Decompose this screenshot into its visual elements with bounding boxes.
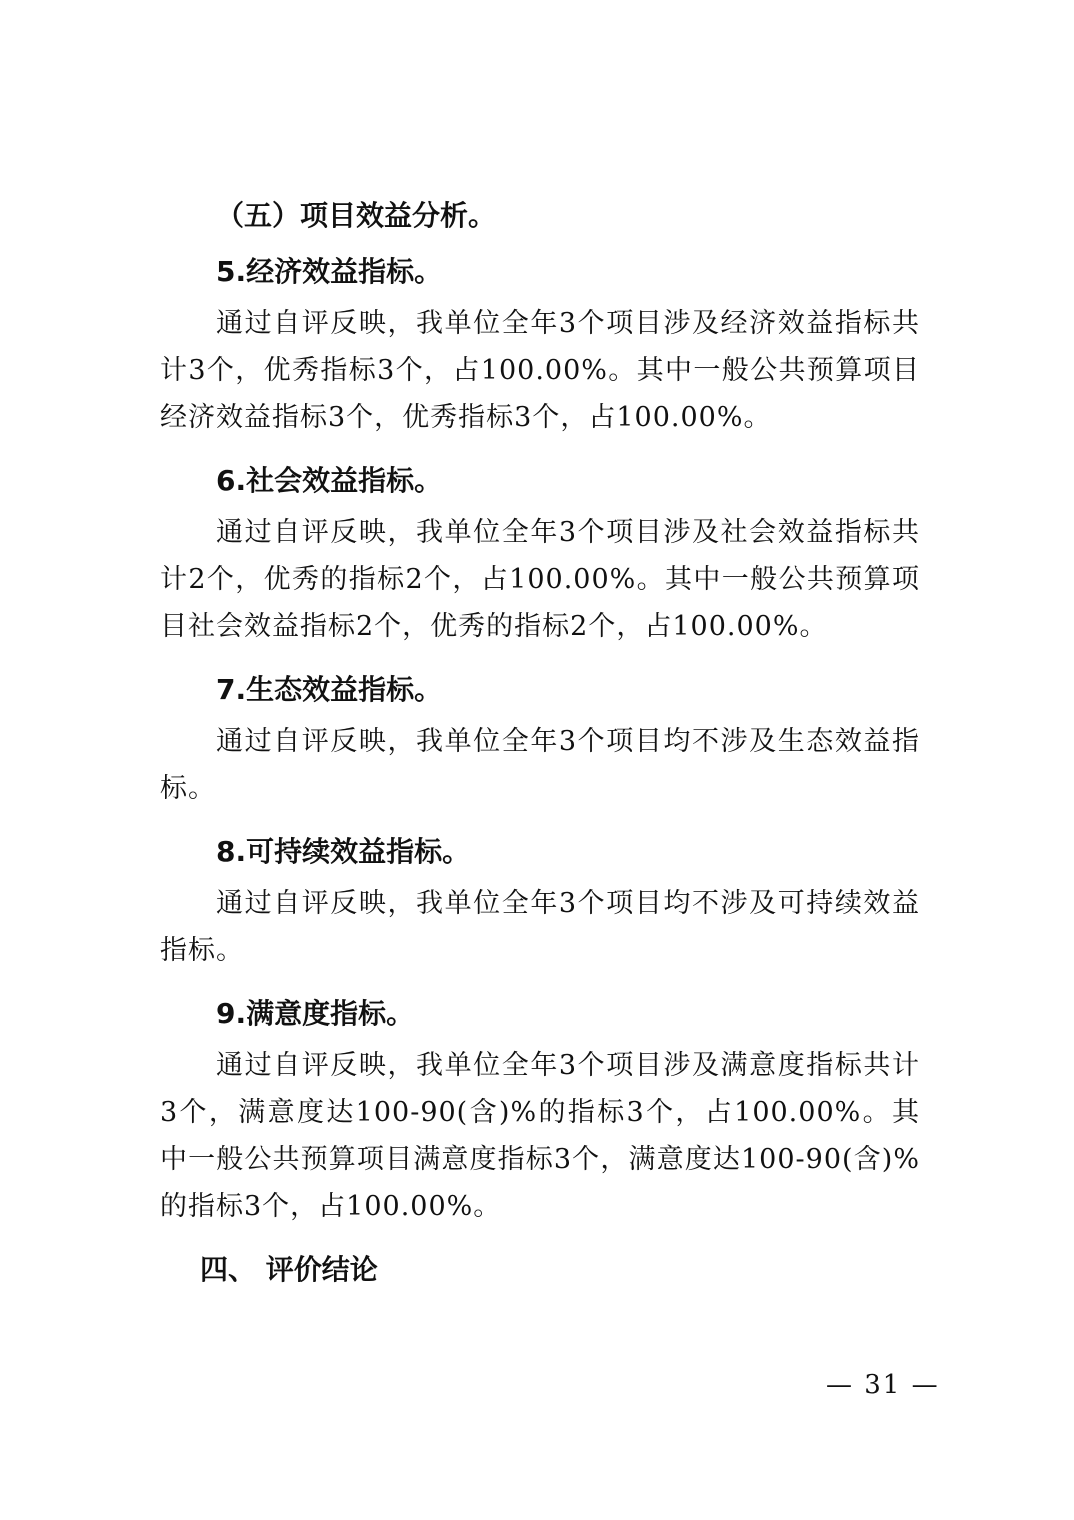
paragraph-economic-benefit: 通过自评反映，我单位全年3个项目涉及经济效益指标共计3个，优秀指标3个，占100.00%。其中一般公共预算项目经济效益指标3个，优秀指标3个，占100.00%。 bbox=[160, 308, 920, 433]
document-page bbox=[160, 188, 920, 1298]
heading-satisfaction: 9.满意度指标。 bbox=[216, 997, 415, 1030]
heading-economic-benefit: 5.经济效益指标。 bbox=[216, 255, 443, 288]
section-heading-benefit-analysis: （五）项目效益分析。 bbox=[216, 199, 497, 232]
paragraph-sustainable-benefit: 通过自评反映，我单位全年3个项目均不涉及可持续效益指标。 bbox=[160, 888, 920, 966]
section-heading-evaluation-conclusion: 四、 评价结论 bbox=[200, 1253, 378, 1286]
paragraph-ecological-benefit: 通过自评反映，我单位全年3个项目均不涉及生态效益指标。 bbox=[160, 726, 920, 804]
paragraph-social-benefit: 通过自评反映，我单位全年3个项目涉及社会效益指标共计2个，优秀的指标2个，占100.00%。其中一般公共预算项目社会效益指标2个，优秀的指标2个，占100.00%。 bbox=[160, 517, 920, 642]
heading-social-benefit: 6.社会效益指标。 bbox=[216, 464, 443, 497]
paragraph-satisfaction: 通过自评反映，我单位全年3个项目涉及满意度指标共计3个，满意度达100-90(含)%的指标3个，占100.00%。其中一般公共预算项目满意度指标3个，满意度达100-90(含)%的指标3个，占100.00%。 bbox=[160, 1050, 920, 1222]
heading-sustainable-benefit: 8.可持续效益指标。 bbox=[216, 835, 471, 868]
heading-ecological-benefit: 7.生态效益指标。 bbox=[216, 673, 443, 706]
page-number: — 31 — bbox=[826, 1370, 940, 1400]
